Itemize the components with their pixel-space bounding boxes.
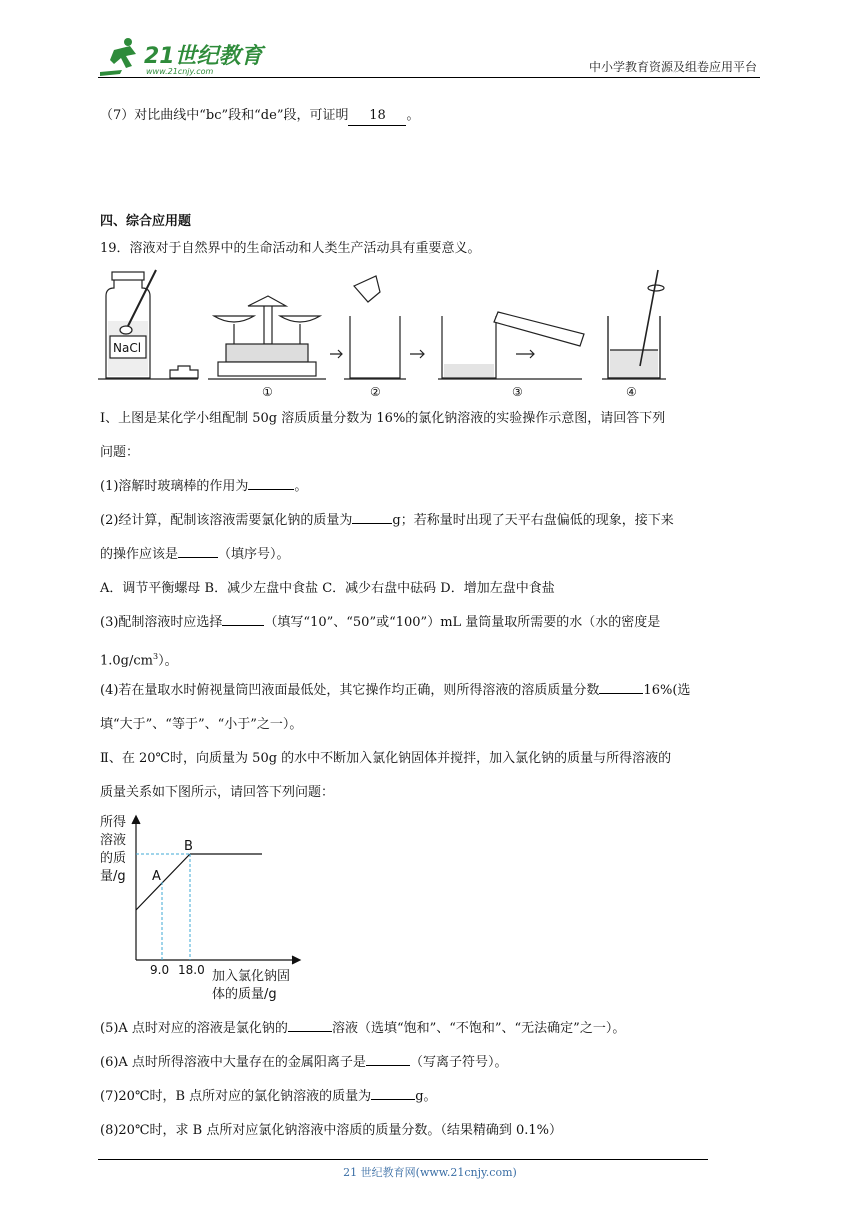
step-label-2: ② bbox=[370, 385, 381, 399]
part1-prompt-cont: 问题： bbox=[100, 445, 140, 460]
stirring-beaker-figure bbox=[600, 266, 670, 402]
question-4-cont: 填“大于”、“等于”、“小于”之一）。 bbox=[100, 717, 303, 732]
solubility-graph bbox=[98, 810, 318, 1010]
answer-blank-3 bbox=[222, 625, 264, 626]
prev-question-7: （7）对比曲线中“bc”段和“de”段，可证明 18 。 bbox=[100, 107, 420, 126]
question-3: (3)配制溶液时应选择 （填写“10”、“50”或“100”）mL 量筒量取所需要的水（水的密度是 bbox=[100, 615, 661, 630]
part2-prompt-cont: 质量关系如下图所示，请回答下列问题： bbox=[100, 785, 335, 800]
x-tick-b: 18.0 bbox=[178, 963, 205, 977]
nacl-label: NaCl bbox=[113, 341, 142, 355]
footer-divider bbox=[98, 1159, 708, 1160]
platform-name: 中小学教育资源及组卷应用平台 bbox=[588, 60, 757, 74]
logo-url: www.21cnjy.com bbox=[146, 67, 214, 76]
logo-text: 21世纪教育 bbox=[144, 44, 263, 69]
prev-q7-answer: 18 bbox=[348, 107, 406, 126]
x-tick-a: 9.0 bbox=[150, 963, 170, 977]
x-axis-label-1: 加入氯化钠固 bbox=[212, 969, 291, 984]
x-axis-label-2: 体的质量/g bbox=[212, 987, 277, 1002]
y-axis-label-2: 溶液 bbox=[100, 833, 127, 848]
question-3-cont: $1.0g/cm^3$）。 bbox=[100, 652, 178, 669]
answer-blank-2a bbox=[352, 523, 392, 524]
answer-blank-7 bbox=[371, 1099, 415, 1100]
question-2-cont: 的操作应该是 （填序号）。 bbox=[100, 547, 290, 562]
experiment-steps-figure bbox=[98, 266, 598, 399]
header-divider bbox=[98, 77, 760, 78]
y-axis-label-4: 量/g bbox=[100, 869, 126, 884]
question-7: (7)20℃时，B 点所对应的氯化钠溶液的质量为 g。 bbox=[100, 1089, 437, 1104]
question-2-options: A．调节平衡螺母 B．减少左盘中食盐 C．减少右盘中砝码 D．增加左盘中食盐 bbox=[100, 581, 555, 596]
answer-blank-5 bbox=[288, 1031, 332, 1032]
answer-blank-6 bbox=[366, 1065, 410, 1066]
question-2: (2)经计算，配制该溶液需要氯化钠的质量为 g；若称量时出现了天平右盘偏低的现象，接下来 bbox=[100, 513, 674, 528]
y-axis-label-3: 的质 bbox=[100, 851, 127, 866]
part1-prompt: Ⅰ、上图是某化学小组配制 50g 溶质质量分数为 16%的氯化钠溶液的实验操作示意图，请回答下列 bbox=[100, 411, 666, 426]
prev-q7-text: （7）对比曲线中“bc”段和“de”段，可证明 bbox=[100, 108, 349, 123]
point-a-label: A bbox=[152, 869, 161, 884]
y-axis-label-1: 所得 bbox=[100, 815, 127, 830]
question-5: (5)A 点时对应的溶液是氯化钠的 溶液（选填“饱和”、“不饱和”、“无法确定”之一）。 bbox=[100, 1021, 626, 1036]
part2-prompt: Ⅱ、在 20℃时，向质量为 50g 的水中不断加入氯化钠固体并搅拌，加入氯化钠的质量与所得溶液的 bbox=[100, 751, 672, 766]
q19-intro: 19．溶液对于自然界中的生命活动和人类生产活动具有重要意义。 bbox=[100, 241, 481, 256]
point-b-label: B bbox=[184, 839, 193, 854]
answer-blank-1 bbox=[248, 489, 294, 490]
answer-blank-2b bbox=[178, 557, 218, 558]
site-logo bbox=[96, 36, 266, 80]
step-label-1: ① bbox=[262, 385, 273, 399]
answer-blank-4 bbox=[599, 693, 643, 694]
question-1: (1)溶解时玻璃棒的作用为 。 bbox=[100, 479, 308, 494]
section-heading: 四、综合应用题 bbox=[100, 214, 192, 229]
step-label-3: ③ bbox=[512, 385, 523, 399]
step-label-4: ④ bbox=[626, 385, 637, 399]
footer-text: 21 世纪教育网(www.21cnjy.com) bbox=[343, 1166, 517, 1179]
question-8: (8)20℃时，求 B 点所对应氯化钠溶液中溶质的质量分数。（结果精确到 0.1%） bbox=[100, 1123, 562, 1138]
question-6: (6)A 点时所得溶液中大量存在的金属阳离子是 （写离子符号）。 bbox=[100, 1055, 508, 1070]
question-4: (4)若在量取水时俯视量筒凹液面最低处，其它操作均正确，则所得溶液的溶质质量分数 16%(选 bbox=[100, 683, 691, 698]
